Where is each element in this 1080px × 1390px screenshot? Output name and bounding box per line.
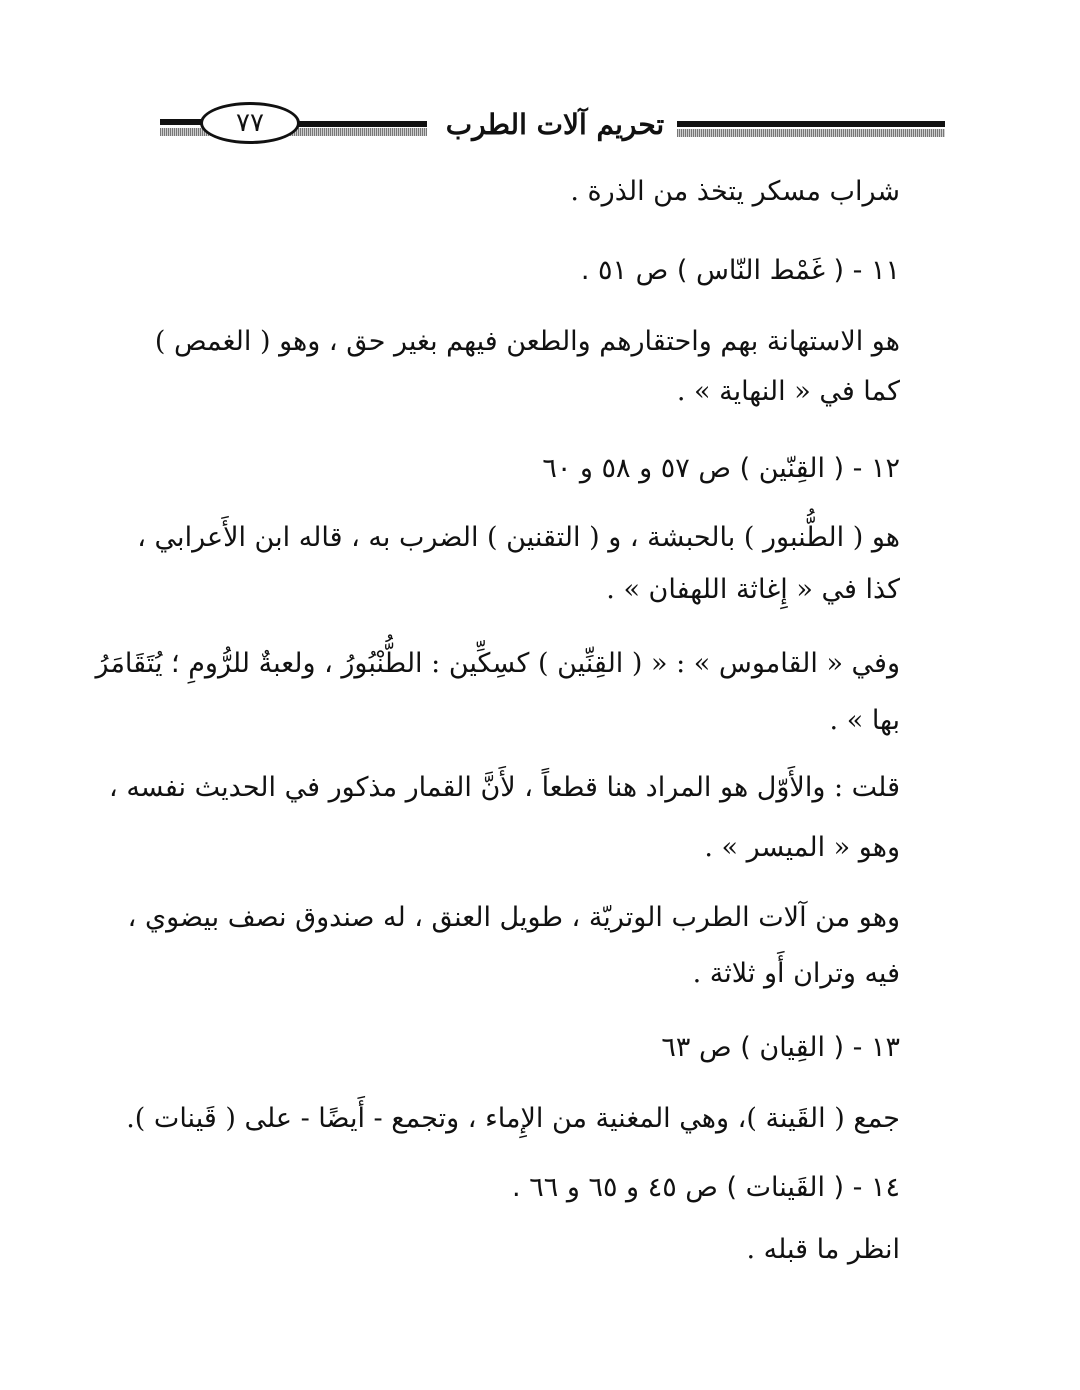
text-line: هو الاستهانة بهم واحتقارهم والطعن فيهم بغير حق ، وهو ( الغمص ) — [154, 326, 900, 357]
text-line: كذا في « إِغاثة اللهفان » . — [606, 574, 900, 605]
page-body — [95, 0, 900, 1390]
entry-heading-12: ١٢ - ( القِنّين ) ص ٥٧ و ٥٨ و ٦٠ — [542, 453, 900, 484]
text-line: وفي « القاموس » : « ( القِنِّين ) كسِكِّين : الطُّنْبُورُ ، ولعبةٌ للرُّومِ ؛ يُتَقَامَرُ — [95, 648, 900, 679]
text-line: جمع ( القَينة )، وهي المغنية من الإِماء ، وتجمع - أَيضًا - على ( قَينات ). — [126, 1103, 900, 1134]
text-line: بها » . — [829, 705, 900, 736]
entry-heading-13: ١٣ - ( القِيان ) ص ٦٣ — [661, 1032, 900, 1063]
text-line: انظر ما قبله . — [746, 1234, 900, 1265]
text-line: كما في « النهاية » . — [676, 376, 900, 407]
entry-heading-11: ١١ - ( غَمْط النّاس ) ص ٥١ . — [580, 255, 900, 286]
page-number: ٧٧ — [200, 102, 300, 144]
running-title: تحريم آلات الطرب — [445, 108, 665, 141]
text-line: هو ( الطُّنبور ) بالحبشة ، و ( التقنين ) الضرب به ، قاله ابن الأَعرابي ، — [137, 522, 900, 553]
entry-heading-14: ١٤ - ( القَينات ) ص ٤٥ و ٦٥ و ٦٦ . — [512, 1172, 900, 1203]
text-line: شراب مسكر يتخذ من الذرة . — [570, 176, 900, 207]
text-line: قلت : والأَوّل هو المراد هنا قطعاً ، لأَنَّ القمار مذكور في الحديث نفسه ، — [109, 772, 900, 803]
text-line: فيه وتران أَو ثلاثة . — [692, 958, 900, 989]
text-line: وهو من آلات الطرب الوتريّة ، طويل العنق ، له صندوق نصف بيضوي ، — [127, 902, 900, 933]
text-line: وهو « الميسر » . — [704, 832, 900, 863]
